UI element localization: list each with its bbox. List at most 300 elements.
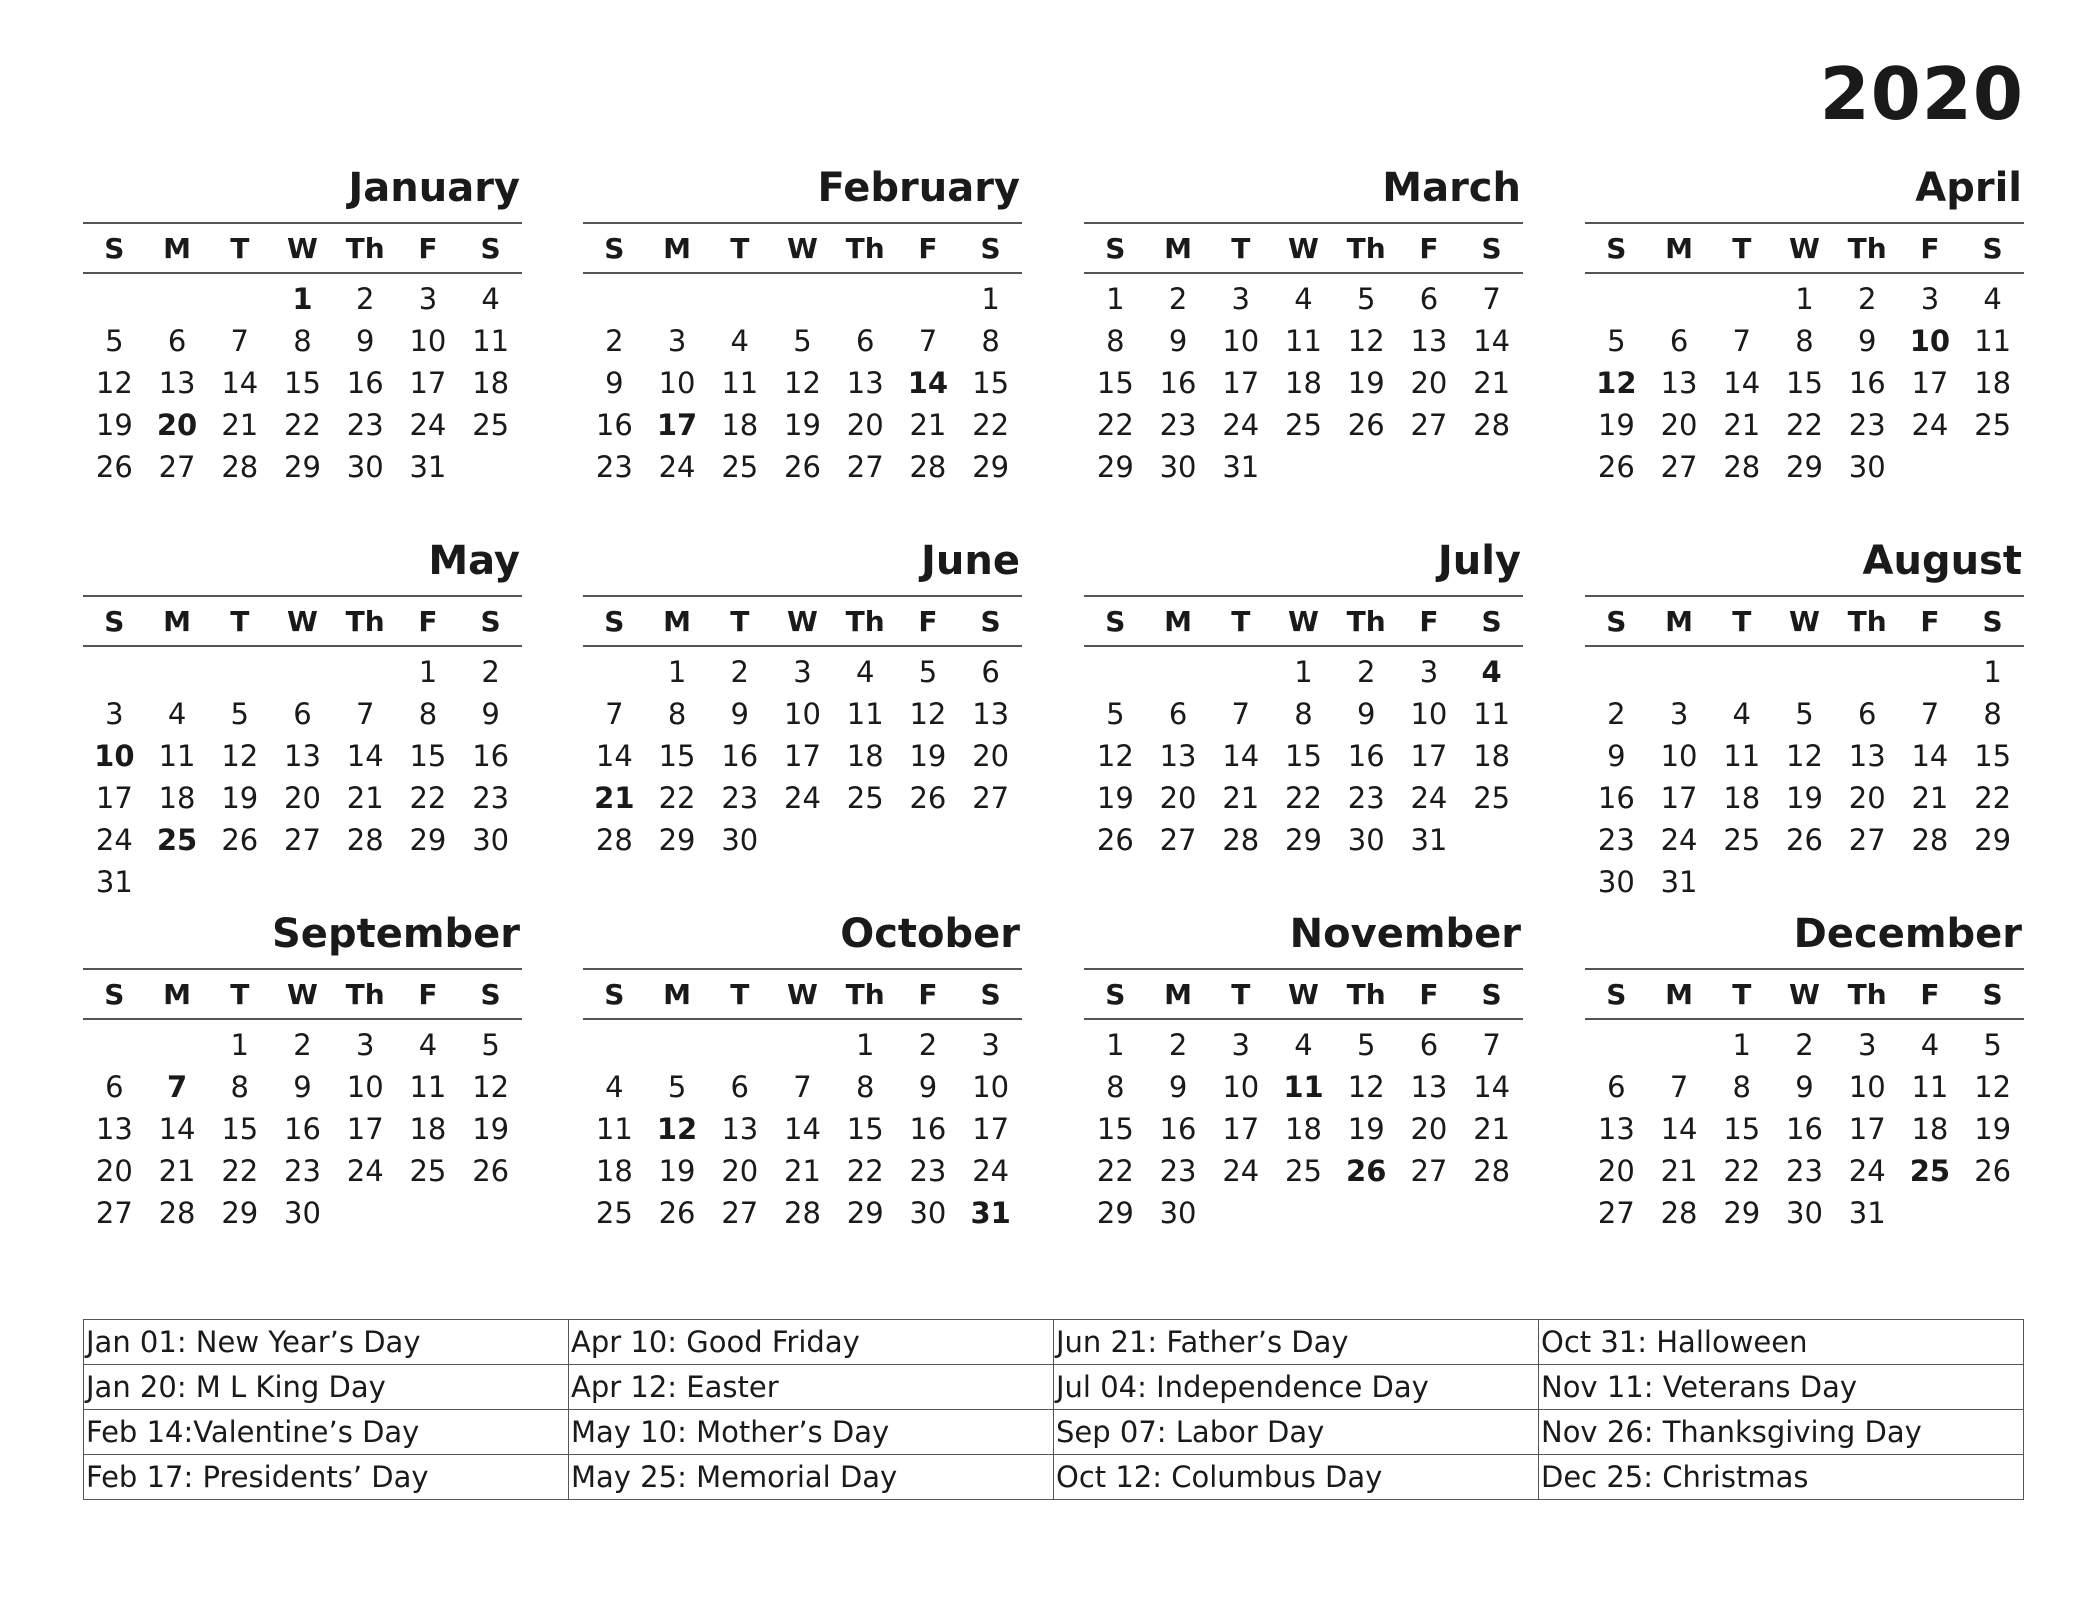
day-cell: 13 bbox=[972, 697, 1010, 731]
weekday-label: S bbox=[1606, 977, 1627, 1011]
day-cell: 31 bbox=[1848, 1196, 1886, 1230]
weekday-label: S bbox=[604, 231, 625, 265]
day-cell: 7 bbox=[918, 324, 938, 358]
weekday-label: M bbox=[1665, 231, 1693, 265]
day-cell: 5 bbox=[667, 1070, 687, 1104]
day-cell: 4 bbox=[418, 1028, 438, 1062]
day-cell: 26 bbox=[472, 1154, 510, 1188]
day-cell: 3 bbox=[667, 324, 687, 358]
day-cell: 16 bbox=[1347, 739, 1385, 773]
day-cell: 8 bbox=[855, 1070, 875, 1104]
day-cell: 25 bbox=[846, 781, 884, 815]
day-cell: 4 bbox=[1481, 655, 1502, 689]
day-cell: 16 bbox=[1786, 1112, 1823, 1146]
day-cell: 28 bbox=[158, 1196, 196, 1230]
day-cell: 4 bbox=[730, 324, 749, 358]
day-cell: 2 bbox=[1857, 282, 1877, 316]
weekday-label: Th bbox=[1346, 604, 1386, 638]
day-cell: 29 bbox=[1786, 450, 1823, 484]
day-cell: 12 bbox=[1974, 1070, 2012, 1104]
day-cell: 21 bbox=[158, 1154, 196, 1188]
weekday-label: S bbox=[604, 604, 625, 638]
day-cell: 24 bbox=[1222, 1154, 1260, 1188]
day-cell: 17 bbox=[656, 408, 698, 442]
weekday-header bbox=[1084, 224, 1523, 274]
month-july bbox=[1084, 538, 1523, 861]
day-cell: 6 bbox=[730, 1070, 749, 1104]
weekday-label: S bbox=[1105, 977, 1126, 1011]
month-name: September bbox=[272, 911, 520, 957]
holiday-cell: May 25: Memorial Day bbox=[569, 1455, 1054, 1500]
day-cell: 25 bbox=[1285, 1154, 1322, 1188]
day-cell: 15 bbox=[1974, 739, 2012, 773]
day-cell: 28 bbox=[1660, 1196, 1698, 1230]
day-cell: 29 bbox=[972, 450, 1010, 484]
day-cell: 6 bbox=[1669, 324, 1689, 358]
day-cell: 20 bbox=[1848, 781, 1886, 815]
day-cell: 4 bbox=[1732, 697, 1751, 731]
day-cell: 24 bbox=[972, 1154, 1010, 1188]
day-cell: 22 bbox=[1096, 408, 1134, 442]
day-cell: 27 bbox=[846, 450, 884, 484]
holiday-row bbox=[84, 1455, 2024, 1500]
day-cell: 3 bbox=[105, 697, 124, 731]
weekday-label: M bbox=[663, 977, 691, 1011]
day-cell: 22 bbox=[221, 1154, 259, 1188]
day-cell: 20 bbox=[1159, 781, 1197, 815]
day-cell: 24 bbox=[1848, 1154, 1886, 1188]
day-cell: 8 bbox=[667, 697, 687, 731]
day-cell: 7 bbox=[166, 1070, 188, 1104]
weekday-label: F bbox=[418, 977, 438, 1011]
day-cell: 5 bbox=[1607, 324, 1626, 358]
day-cell: 18 bbox=[846, 739, 884, 773]
month-name: November bbox=[1289, 911, 1521, 957]
day-cell: 8 bbox=[1106, 324, 1125, 358]
day-cell: 27 bbox=[158, 450, 196, 484]
day-cell: 10 bbox=[1222, 324, 1260, 358]
day-cell: 2 bbox=[1607, 697, 1626, 731]
day-cell: 11 bbox=[1283, 1070, 1324, 1104]
day-grid bbox=[1084, 274, 1523, 488]
weekday-header bbox=[83, 597, 522, 647]
day-cell: 27 bbox=[1597, 1196, 1635, 1230]
day-cell: 16 bbox=[1159, 366, 1197, 400]
weekday-label: M bbox=[663, 604, 691, 638]
day-cell: 9 bbox=[1607, 739, 1626, 773]
day-cell: 16 bbox=[595, 408, 633, 442]
day-cell: 5 bbox=[1356, 282, 1376, 316]
day-cell: 28 bbox=[1222, 823, 1260, 857]
day-cell: 11 bbox=[1974, 324, 2012, 358]
day-cell: 3 bbox=[1419, 655, 1439, 689]
day-cell: 8 bbox=[1732, 1070, 1751, 1104]
day-cell: 4 bbox=[1294, 282, 1313, 316]
day-cell: 25 bbox=[1285, 408, 1322, 442]
day-cell: 19 bbox=[221, 781, 259, 815]
month-name: June bbox=[921, 538, 1020, 584]
day-cell: 29 bbox=[1096, 1196, 1134, 1230]
day-cell: 5 bbox=[1795, 697, 1814, 731]
day-cell: 18 bbox=[472, 366, 510, 400]
day-cell: 25 bbox=[1473, 781, 1511, 815]
day-cell: 7 bbox=[1231, 697, 1250, 731]
day-cell: 17 bbox=[784, 739, 821, 773]
day-cell: 23 bbox=[1159, 408, 1197, 442]
month-may bbox=[83, 538, 522, 903]
holiday-row bbox=[84, 1365, 2024, 1410]
day-cell: 2 bbox=[293, 1028, 312, 1062]
day-cell: 22 bbox=[409, 781, 447, 815]
weekday-header bbox=[1084, 970, 1523, 1020]
weekday-label: Th bbox=[1847, 231, 1887, 265]
day-cell: 13 bbox=[1410, 324, 1448, 358]
day-cell: 30 bbox=[1597, 865, 1635, 899]
day-cell: 14 bbox=[595, 739, 633, 773]
day-cell: 4 bbox=[605, 1070, 624, 1104]
day-cell: 1 bbox=[1732, 1028, 1751, 1062]
weekday-label: S bbox=[1982, 977, 2003, 1011]
day-cell: 9 bbox=[1795, 1070, 1814, 1104]
day-cell: 10 bbox=[1222, 1070, 1260, 1104]
day-cell: 17 bbox=[95, 781, 133, 815]
day-cell: 19 bbox=[1597, 408, 1635, 442]
day-cell: 24 bbox=[784, 781, 821, 815]
day-cell: 6 bbox=[1168, 697, 1188, 731]
day-cell: 20 bbox=[156, 408, 198, 442]
day-cell: 10 bbox=[784, 697, 821, 731]
day-cell: 29 bbox=[1096, 450, 1134, 484]
day-cell: 15 bbox=[846, 1112, 884, 1146]
day-cell: 21 bbox=[1473, 1112, 1511, 1146]
day-cell: 27 bbox=[1660, 450, 1698, 484]
day-cell: 9 bbox=[1857, 324, 1877, 358]
day-cell: 7 bbox=[1482, 1028, 1501, 1062]
weekday-label: W bbox=[287, 231, 318, 265]
day-cell: 18 bbox=[721, 408, 759, 442]
day-cell: 26 bbox=[95, 450, 133, 484]
day-grid bbox=[1084, 647, 1523, 861]
day-cell: 30 bbox=[472, 823, 510, 857]
day-cell: 23 bbox=[472, 781, 510, 815]
day-cell: 9 bbox=[293, 1070, 312, 1104]
day-cell: 27 bbox=[1848, 823, 1886, 857]
day-cell: 24 bbox=[658, 450, 696, 484]
day-cell: 30 bbox=[721, 823, 759, 857]
day-cell: 17 bbox=[1222, 366, 1260, 400]
weekday-label: S bbox=[1481, 231, 1502, 265]
weekday-label: Th bbox=[345, 977, 385, 1011]
weekday-label: S bbox=[1606, 231, 1627, 265]
day-cell: 13 bbox=[95, 1112, 133, 1146]
day-cell: 20 bbox=[1410, 1112, 1448, 1146]
day-cell: 1 bbox=[1106, 282, 1125, 316]
day-cell: 1 bbox=[667, 655, 687, 689]
day-cell: 4 bbox=[1983, 282, 2002, 316]
day-cell: 17 bbox=[1660, 781, 1698, 815]
day-cell: 19 bbox=[95, 408, 133, 442]
day-cell: 26 bbox=[221, 823, 259, 857]
day-cell: 8 bbox=[418, 697, 438, 731]
day-cell: 12 bbox=[95, 366, 133, 400]
day-cell: 7 bbox=[230, 324, 249, 358]
weekday-label: F bbox=[1920, 231, 1940, 265]
weekday-label: W bbox=[1288, 231, 1319, 265]
day-cell: 27 bbox=[95, 1196, 133, 1230]
day-cell: 20 bbox=[95, 1154, 133, 1188]
day-cell: 26 bbox=[1096, 823, 1134, 857]
day-cell: 16 bbox=[1159, 1112, 1197, 1146]
day-cell: 28 bbox=[1723, 450, 1761, 484]
day-cell: 10 bbox=[658, 366, 696, 400]
day-cell: 6 bbox=[167, 324, 187, 358]
day-cell: 24 bbox=[95, 823, 133, 857]
weekday-label: M bbox=[163, 977, 191, 1011]
month-february bbox=[583, 165, 1022, 488]
day-cell: 9 bbox=[1356, 697, 1376, 731]
day-cell: 2 bbox=[1168, 282, 1188, 316]
holiday-cell: Jul 04: Independence Day bbox=[1054, 1365, 1539, 1410]
day-cell: 28 bbox=[1473, 408, 1511, 442]
weekday-label: S bbox=[1105, 231, 1126, 265]
day-grid bbox=[83, 274, 522, 488]
day-cell: 2 bbox=[918, 1028, 938, 1062]
day-cell: 22 bbox=[1974, 781, 2012, 815]
weekday-label: W bbox=[1789, 604, 1820, 638]
day-cell: 16 bbox=[721, 739, 759, 773]
day-cell: 30 bbox=[284, 1196, 321, 1230]
day-cell: 27 bbox=[284, 823, 321, 857]
day-cell: 15 bbox=[221, 1112, 259, 1146]
day-cell: 11 bbox=[1285, 324, 1322, 358]
day-cell: 11 bbox=[846, 697, 884, 731]
day-cell: 28 bbox=[784, 1196, 821, 1230]
day-cell: 6 bbox=[1857, 697, 1877, 731]
day-grid bbox=[583, 647, 1022, 861]
day-cell: 11 bbox=[721, 366, 759, 400]
day-cell: 20 bbox=[284, 781, 321, 815]
day-cell: 20 bbox=[1410, 366, 1448, 400]
day-cell: 10 bbox=[1410, 697, 1448, 731]
day-cell: 11 bbox=[409, 1070, 447, 1104]
day-cell: 10 bbox=[972, 1070, 1010, 1104]
day-cell: 19 bbox=[1347, 366, 1385, 400]
holiday-cell: Jan 20: M L King Day bbox=[84, 1365, 569, 1410]
weekday-label: T bbox=[730, 231, 750, 265]
day-cell: 24 bbox=[1911, 408, 1949, 442]
month-name: March bbox=[1382, 165, 1521, 211]
day-cell: 14 bbox=[158, 1112, 196, 1146]
weekday-label: T bbox=[230, 231, 250, 265]
day-cell: 25 bbox=[595, 1196, 633, 1230]
holiday-cell: Apr 12: Easter bbox=[569, 1365, 1054, 1410]
year-title: 2020 bbox=[1819, 52, 2024, 136]
day-cell: 29 bbox=[284, 450, 321, 484]
day-grid bbox=[83, 1020, 522, 1234]
day-cell: 25 bbox=[1909, 1154, 1951, 1188]
day-cell: 20 bbox=[846, 408, 884, 442]
day-cell: 13 bbox=[846, 366, 884, 400]
day-cell: 24 bbox=[1660, 823, 1698, 857]
day-cell: 9 bbox=[730, 697, 749, 731]
weekday-header bbox=[83, 224, 522, 274]
day-cell: 1 bbox=[230, 1028, 249, 1062]
day-cell: 14 bbox=[346, 739, 384, 773]
weekday-label: T bbox=[230, 604, 250, 638]
holiday-cell: Jun 21: Father’s Day bbox=[1054, 1320, 1539, 1365]
day-cell: 31 bbox=[1410, 823, 1448, 857]
day-cell: 7 bbox=[1482, 282, 1501, 316]
day-cell: 12 bbox=[784, 366, 821, 400]
weekday-label: W bbox=[287, 977, 318, 1011]
day-cell: 19 bbox=[1786, 781, 1823, 815]
day-cell: 21 bbox=[221, 408, 259, 442]
day-cell: 10 bbox=[94, 739, 135, 773]
day-cell: 5 bbox=[793, 324, 812, 358]
holiday-cell: Feb 17: Presidents’ Day bbox=[84, 1455, 569, 1500]
day-cell: 25 bbox=[1974, 408, 2012, 442]
day-cell: 1 bbox=[981, 282, 1000, 316]
month-october bbox=[583, 911, 1022, 1234]
day-cell: 23 bbox=[284, 1154, 321, 1188]
day-cell: 9 bbox=[481, 697, 500, 731]
weekday-label: F bbox=[418, 604, 438, 638]
day-cell: 22 bbox=[1786, 408, 1823, 442]
day-cell: 17 bbox=[972, 1112, 1010, 1146]
holiday-cell: Jan 01: New Year’s Day bbox=[84, 1320, 569, 1365]
day-cell: 12 bbox=[656, 1112, 698, 1146]
day-cell: 2 bbox=[605, 324, 624, 358]
day-cell: 12 bbox=[1786, 739, 1823, 773]
day-cell: 8 bbox=[981, 324, 1000, 358]
day-cell: 6 bbox=[1607, 1070, 1626, 1104]
day-cell: 19 bbox=[784, 408, 821, 442]
weekday-label: F bbox=[1920, 604, 1940, 638]
day-cell: 1 bbox=[855, 1028, 875, 1062]
day-cell: 5 bbox=[1106, 697, 1125, 731]
day-cell: 20 bbox=[1660, 408, 1698, 442]
day-cell: 22 bbox=[1285, 781, 1322, 815]
day-cell: 24 bbox=[346, 1154, 384, 1188]
day-cell: 28 bbox=[346, 823, 384, 857]
day-cell: 9 bbox=[605, 366, 624, 400]
day-cell: 5 bbox=[1356, 1028, 1376, 1062]
weekday-label: S bbox=[1982, 231, 2003, 265]
day-cell: 15 bbox=[1285, 739, 1322, 773]
day-cell: 23 bbox=[909, 1154, 947, 1188]
weekday-label: M bbox=[1164, 604, 1192, 638]
day-cell: 23 bbox=[721, 781, 759, 815]
day-cell: 21 bbox=[594, 781, 635, 815]
day-cell: 18 bbox=[1473, 739, 1511, 773]
day-cell: 5 bbox=[230, 697, 249, 731]
day-cell: 28 bbox=[595, 823, 633, 857]
holiday-cell: May 10: Mother’s Day bbox=[569, 1410, 1054, 1455]
day-cell: 25 bbox=[409, 1154, 447, 1188]
weekday-header bbox=[583, 970, 1022, 1020]
day-cell: 9 bbox=[1168, 1070, 1188, 1104]
day-cell: 3 bbox=[1231, 282, 1250, 316]
day-cell: 27 bbox=[972, 781, 1010, 815]
weekday-label: W bbox=[1789, 977, 1820, 1011]
weekday-label: S bbox=[480, 604, 501, 638]
day-cell: 20 bbox=[721, 1154, 759, 1188]
weekday-label: Th bbox=[1847, 977, 1887, 1011]
day-cell: 8 bbox=[1294, 697, 1313, 731]
day-cell: 14 bbox=[1723, 366, 1761, 400]
day-cell: 28 bbox=[1473, 1154, 1511, 1188]
day-cell: 7 bbox=[1920, 697, 1940, 731]
month-april bbox=[1585, 165, 2024, 488]
day-cell: 5 bbox=[918, 655, 938, 689]
day-cell: 18 bbox=[1285, 1112, 1322, 1146]
day-cell: 13 bbox=[1410, 1070, 1448, 1104]
day-cell: 19 bbox=[1096, 781, 1134, 815]
weekday-label: S bbox=[604, 977, 625, 1011]
day-cell: 16 bbox=[909, 1112, 947, 1146]
day-cell: 13 bbox=[721, 1112, 759, 1146]
day-cell: 15 bbox=[1096, 366, 1134, 400]
day-cell: 21 bbox=[909, 408, 947, 442]
day-cell: 7 bbox=[1732, 324, 1751, 358]
day-cell: 17 bbox=[409, 366, 447, 400]
day-cell: 15 bbox=[658, 739, 696, 773]
day-cell: 9 bbox=[918, 1070, 938, 1104]
day-cell: 23 bbox=[1597, 823, 1635, 857]
weekday-label: M bbox=[1665, 604, 1693, 638]
day-cell: 11 bbox=[595, 1112, 633, 1146]
day-cell: 15 bbox=[284, 366, 321, 400]
weekday-label: Th bbox=[845, 977, 885, 1011]
day-cell: 13 bbox=[1848, 739, 1886, 773]
day-cell: 14 bbox=[1473, 324, 1511, 358]
day-cell: 4 bbox=[1294, 1028, 1313, 1062]
day-cell: 21 bbox=[1473, 366, 1511, 400]
month-name: May bbox=[428, 538, 520, 584]
holiday-cell: Apr 10: Good Friday bbox=[569, 1320, 1054, 1365]
day-cell: 27 bbox=[1410, 1154, 1448, 1188]
holiday-cell: Sep 07: Labor Day bbox=[1054, 1410, 1539, 1455]
day-cell: 28 bbox=[909, 450, 947, 484]
day-cell: 3 bbox=[1857, 1028, 1877, 1062]
day-cell: 5 bbox=[481, 1028, 500, 1062]
weekday-label: W bbox=[1288, 604, 1319, 638]
day-cell: 4 bbox=[167, 697, 187, 731]
day-cell: 8 bbox=[1795, 324, 1814, 358]
day-cell: 13 bbox=[1660, 366, 1698, 400]
day-cell: 12 bbox=[1596, 366, 1637, 400]
weekday-label: S bbox=[480, 977, 501, 1011]
day-cell: 12 bbox=[909, 697, 947, 731]
weekday-header bbox=[583, 597, 1022, 647]
day-cell: 1 bbox=[1795, 282, 1814, 316]
day-cell: 14 bbox=[907, 366, 949, 400]
day-cell: 22 bbox=[284, 408, 321, 442]
day-cell: 30 bbox=[1347, 823, 1385, 857]
day-cell: 13 bbox=[1159, 739, 1197, 773]
day-cell: 19 bbox=[1974, 1112, 2012, 1146]
weekday-label: T bbox=[1231, 231, 1251, 265]
day-cell: 5 bbox=[105, 324, 124, 358]
day-cell: 29 bbox=[1285, 823, 1322, 857]
weekday-label: W bbox=[1288, 977, 1319, 1011]
day-cell: 6 bbox=[1419, 1028, 1439, 1062]
weekday-label: S bbox=[1105, 604, 1126, 638]
holiday-row bbox=[84, 1410, 2024, 1455]
day-cell: 26 bbox=[1597, 450, 1635, 484]
day-cell: 6 bbox=[293, 697, 312, 731]
day-cell: 21 bbox=[1911, 781, 1949, 815]
